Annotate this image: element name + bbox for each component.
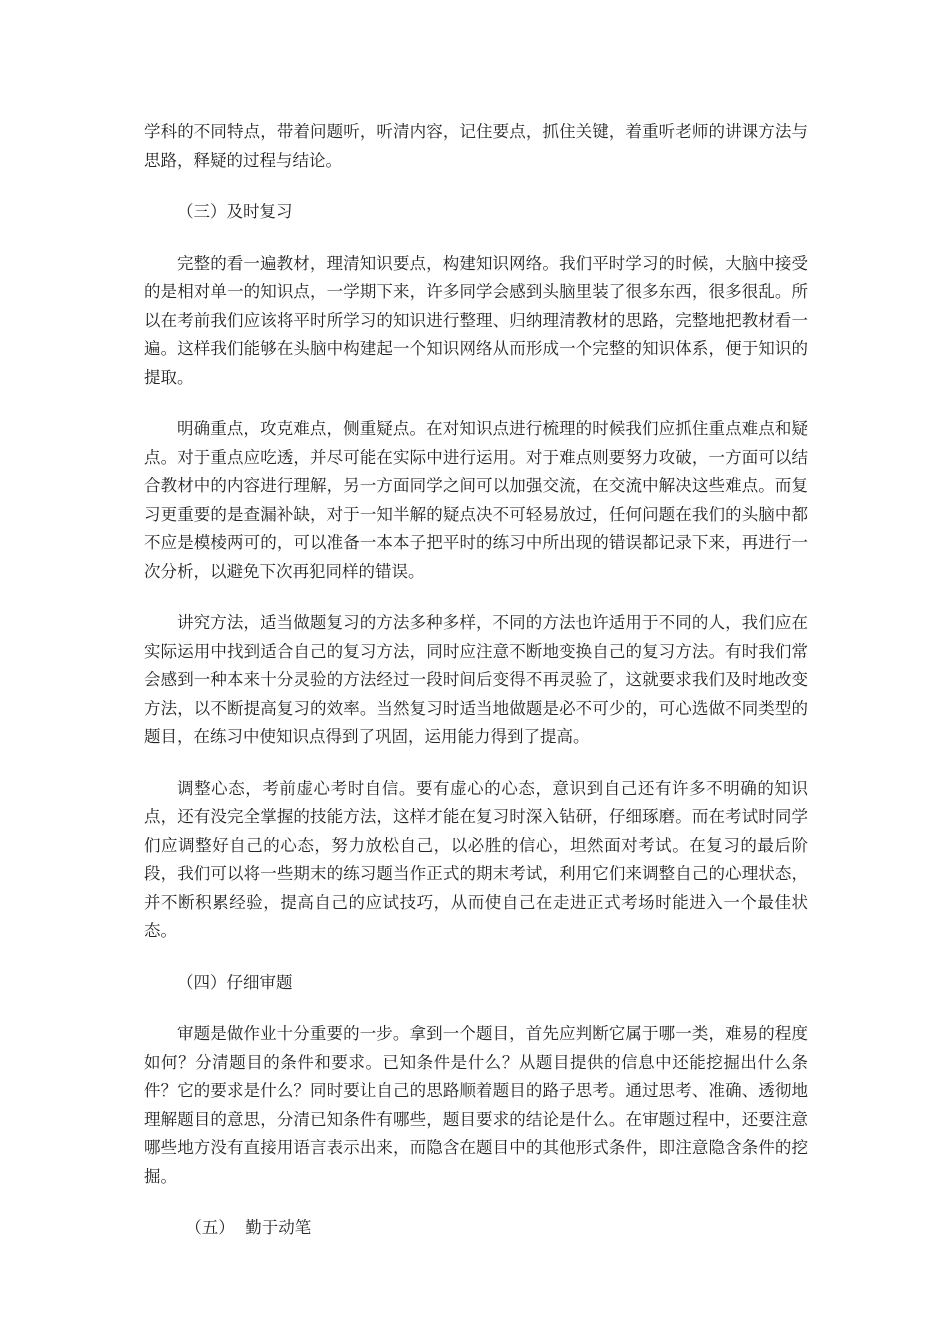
paragraph-continued: 学科的不同特点，带着问题听，听清内容，记住要点，抓住关键，着重听老师的讲课方法与思路，释疑的过程与结论。 bbox=[144, 122, 808, 170]
paragraph-mindset: 调整心态，考前虚心考时自信。要有虚心的心态，意识到自己还有许多不明确的知识点，还有没完全掌握的技能方法，这样才能在复习时深入钻研，仔细琢磨。而在考试时同学们应调整好自己的心态，努力放松自己，以必胜的信心，坦然面对考试。在复习的最后阶段，我们可以将一些期末的练习题当作正式的期末考试，利用它们来调整自己的心理状态，并不断积累经验，提高自己的应试技巧，从而使自己在走进正式考场时能进入一个最佳状态。 bbox=[144, 778, 808, 940]
paragraph-read-textbook: 完整的看一遍教材，理清知识要点，构建知识网络。我们平时学习的时候，大脑中接受的是相对单一的知识点，一学期下来，许多同学会感到头脑里装了很多东西，很多很乱。所以在考前我们应该将平时所学习的知识进行整理、归纳理清教材的思路，完整地把教材看一遍。这样我们能够在头脑中构建起一个知识网络从而形成一个完整的知识体系，便于知识的提取。 bbox=[144, 253, 808, 387]
document-page bbox=[144, 118, 808, 1266]
section-heading-read-question: （四）仔细审题 bbox=[177, 972, 293, 992]
paragraph-methods: 讲究方法，适当做题复习的方法多种多样，不同的方法也许适用于不同的人，我们应在实际运用中找到适合自己的复习方法，同时应注意不断地变换自己的复习方法。有时我们常会感到一种本来十分灵验的方法经过一段时间后变得不再灵验了，这就要求我们及时地改变方法，以不断提高复习的效率。当然复习时适当地做题是必不可少的，可心选做不同类型的题目，在练习中使知识点得到了巩固，运用能力得到了提高。 bbox=[144, 613, 808, 746]
section-heading-write: （五） 勤于动笔 bbox=[185, 1218, 312, 1237]
paragraph-read-question: 审题是做作业十分重要的一步。拿到一个题目，首先应判断它属于哪一类，难易的程度如何？分清题目的条件和要求。已知条件是什么？从题目提供的信息中还能挖掘出什么条件？它的要求是什么？同时要让自己的思路顺着题目的路子思考。通过思考、准确、透彻地理解题目的意思，分清已知条件有哪些，题目要求的结论是什么。在审题过程中，还要注意哪些地方没有直接用语言表示出来，而隐含在题目中的其他形式条件，即注意隐含条件的挖掘。 bbox=[144, 1024, 808, 1186]
section-heading-review: （三）及时复习 bbox=[177, 202, 293, 221]
paragraph-key-points: 明确重点，攻克难点，侧重疑点。在对知识点进行梳理的时候我们应抓住重点难点和疑点。对于重点应吃透，并尽可能在实际中进行运用。对于难点则要努力攻破，一方面可以结合教材中的内容进行理解，另一方面同学之间可以加强交流，在交流中解决这些难点。而复习更重要的是查漏补缺，对于一知半解的疑点决不可轻易放过，任何问题在我们的头脑中都不应是模棱两可的，可以准备一本本子把平时的练习中所出现的错误都记录下来，再进行一次分析，以避免下次再犯同样的错误。 bbox=[144, 419, 808, 581]
